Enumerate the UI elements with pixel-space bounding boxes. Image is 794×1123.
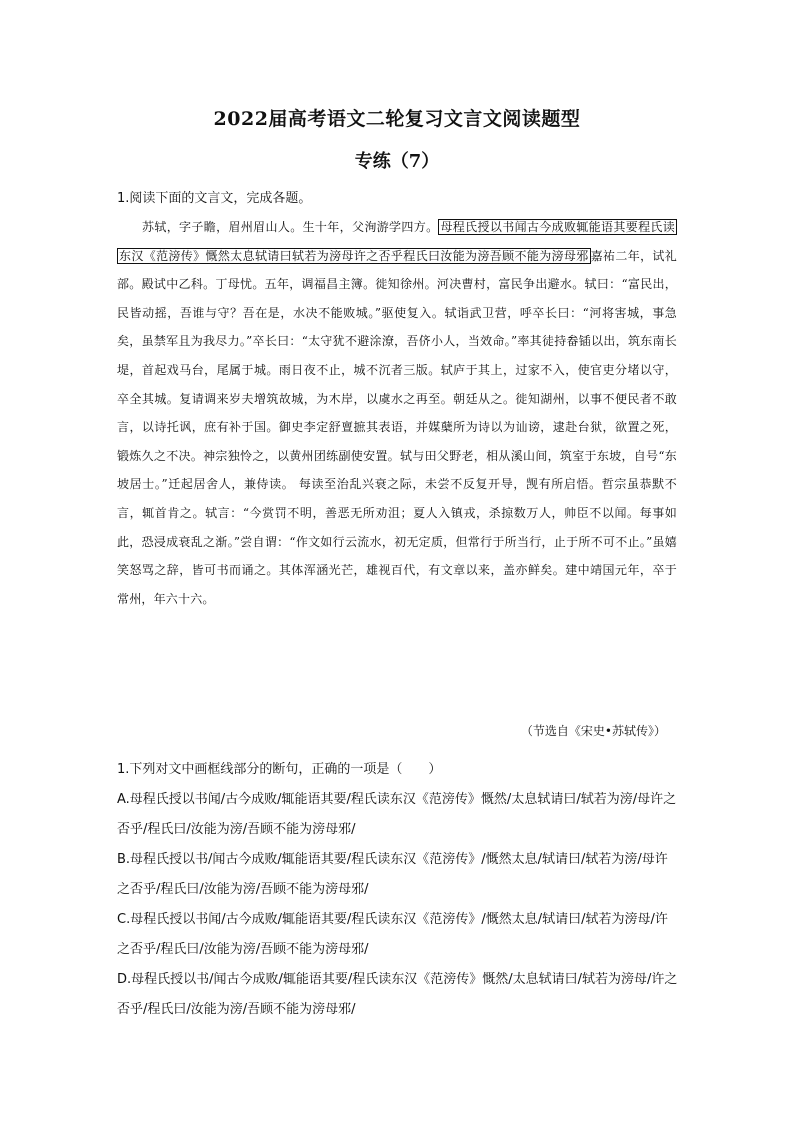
document-title: 2022届高考语文二轮复习文言文阅读题型 — [213, 108, 581, 130]
passage-source: （节选自《宋史•苏轼传》） — [520, 724, 666, 738]
option-b: B.母程氏授以书/闻古今成败/辄能语其要/程氏读东汉《范滂传》/慨然太息/轼请曰/轼若为滂/母许之否乎/程氏曰/汝能为滂/吾顾不能为滂母邪/ — [117, 852, 668, 897]
document-subtitle: 专练（7） — [354, 151, 440, 172]
question-stem: 1.下列对文中画框线部分的断句，正确的一项是（ ） — [117, 762, 442, 777]
question-block — [117, 755, 679, 1025]
passage-intro: 苏轼，字子瞻，眉州眉山人。生十年，父洵游学四方。 — [142, 220, 439, 234]
passage-body: 嘉祐二年，试礼部。殿试中乙科。丁母忧。五年，调福昌主簿。徙知徐州。河决曹村，富民争出避水。轼曰：“富民出，民皆动摇，吾谁与守？吾在是，水决不能败城。”驱使复入。轼诣武卫营，呼卒长曰：“河将害城，事急矣，虽禁军且为我尽力。”卒长曰：“太守犹不避涂潦，吾侪小人，当效命。”率其徒持畚锸以出，筑东南长堤，首起戏马台，尾属于城。雨日夜不止，城不沉者三版。轼庐于其上，过家不入，使官吏分堵以守，卒全其城。复请调来岁夫增筑故城，为木岸，以虞水之再至。朝廷从之。徙知湖州，以事不便民者不敢言，以诗托讽，庶有补于国。御史李定舒亶摭其表语，并媒蘖所为诗以为讪谤，逮赴台狱，欲置之死，锻炼久之不决。神宗独怜之，以黄州团练副使安置。轼与田父野老，相从溪山间，筑室于东坡，自号“东坡居士。”迁起居舍人，兼侍读。 每读至治乱兴衰之际，未尝不反复开导，觊有所启悟。哲宗虽恭默不言，辄首肯之。轼言：“今赏罚不明，善恶无所劝沮；夏人入镇戎，杀掠数万人，帅臣不以闻。每事如此，恐浸成衰乱之渐。”尝自谓：“作文如行云流水，初无定质，但常行于所当行，止于所不可不止。”虽嬉笑怒骂之辞，皆可书而诵之。其体浑涵光芒，雄视百代，有文章以来，盖亦鲜矣。建中靖国元年，卒于常州，年六十六。 — [117, 248, 677, 606]
classical-chinese-passage — [117, 213, 677, 613]
option-c: C.母程氏授以书闻/古今成败/辄能语其要/程氏读东汉《范滂传》/慨然太息/轼请曰/轼若为滂母/许之否乎/程氏曰/汝能为滂/吾顾不能为滂母邪/ — [117, 912, 668, 957]
option-a: A.母程氏授以书闻/古今成败/辄能语其要/程氏读东汉《范滂传》慨然/太息轼请曰/轼若为滂/母许之否乎/程氏曰/汝能为滂/吾顾不能为滂母邪/ — [117, 792, 677, 837]
reading-prompt: 1.阅读下面的文言文，完成各题。 — [117, 191, 312, 206]
option-d: D.母程氏授以书/闻古今成败/辄能语其要/程氏读东汉《范滂传》慨然/太息轼请曰/轼若为滂母/许之否乎/程氏曰/汝能为滂/吾顾不能为滂母邪/ — [117, 972, 678, 1017]
boxed-passage-segment: 母程氏授以书闻古今成败辄能语其要程氏读东汉《范滂传》慨然太息轼请曰轼若为滂母许之否乎程氏曰汝能为滂吾顾不能为滂母邪 — [119, 220, 675, 263]
